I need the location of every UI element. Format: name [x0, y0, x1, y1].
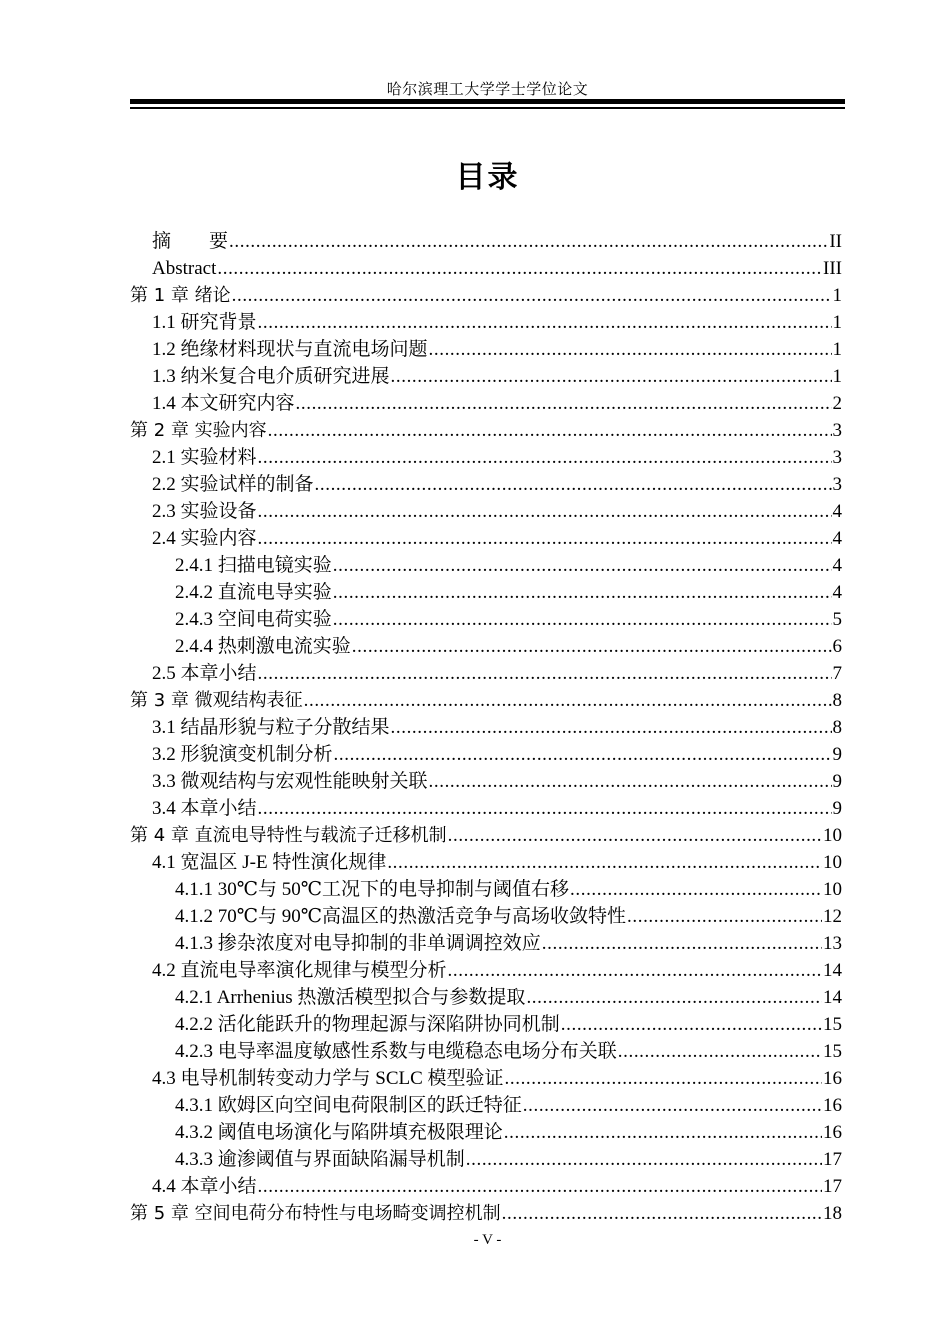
toc-entry[interactable] [130, 849, 842, 876]
toc-entry-page: III [823, 258, 842, 279]
toc-entry-page: 5 [832, 609, 842, 630]
toc-entry[interactable] [130, 741, 842, 768]
toc-entry-label: 4.4 本章小结 [152, 1176, 257, 1197]
toc-entry-label: 4.2.2 活化能跃升的物理起源与深陷阱协同机制 [175, 1014, 560, 1035]
toc-entry[interactable] [130, 1146, 842, 1173]
toc-entry-page: 9 [832, 744, 842, 765]
toc-entry-page: II [829, 231, 842, 252]
toc-leader-dots [268, 417, 832, 444]
toc-entry-page: 13 [823, 933, 842, 954]
toc-entry-page: 3 [832, 420, 842, 441]
toc-entry[interactable] [130, 1011, 842, 1038]
toc-leader-dots [526, 984, 822, 1011]
toc-entry-label: 第 5 章 空间电荷分布特性与电场畸变调控机制 [130, 1203, 501, 1224]
toc-leader-dots [523, 1092, 822, 1119]
toc-entry-page: 3 [832, 474, 842, 495]
toc-entry-page: 10 [823, 879, 842, 900]
toc-entry-label: 2.5 本章小结 [152, 663, 257, 684]
toc-leader-dots [333, 606, 832, 633]
table-of-contents [130, 228, 842, 1227]
toc-leader-dots [448, 957, 822, 984]
toc-entry[interactable] [130, 471, 842, 498]
toc-entry-page: 10 [823, 852, 842, 873]
toc-entry[interactable] [130, 390, 842, 417]
toc-entry-page: 1 [832, 366, 842, 387]
toc-entry-page: 14 [823, 960, 842, 981]
toc-entry[interactable] [130, 1173, 842, 1200]
toc-leader-dots [391, 363, 832, 390]
toc-leader-dots [448, 822, 822, 849]
toc-entry[interactable] [130, 498, 842, 525]
toc-entry-label: 4.3 电导机制转变动力学与 SCLC 模型验证 [152, 1068, 504, 1089]
toc-leader-dots [232, 282, 832, 309]
toc-entry-page: 18 [823, 1203, 842, 1224]
toc-entry-page: 9 [832, 771, 842, 792]
toc-entry-label: 第 1 章 绪论 [130, 285, 231, 306]
toc-leader-dots [315, 471, 832, 498]
toc-leader-dots [561, 1011, 822, 1038]
toc-entry-label: 2.1 实验材料 [152, 447, 257, 468]
toc-entry-label: 4.3.2 阈值电场演化与陷阱填充极限理论 [175, 1122, 503, 1143]
toc-entry-page: 15 [823, 1041, 842, 1062]
toc-leader-dots [352, 633, 832, 660]
toc-leader-dots [627, 903, 822, 930]
toc-entry-label: 4.2 直流电导率演化规律与模型分析 [152, 960, 447, 981]
toc-entry-label: 4.1.1 30℃与 50℃工况下的电导抑制与阈值右移 [175, 879, 570, 900]
toc-entry[interactable] [130, 1065, 842, 1092]
toc-entry[interactable] [130, 363, 842, 390]
toc-entry-page: 4 [832, 528, 842, 549]
toc-entry-page: 16 [823, 1068, 842, 1089]
running-header: 哈尔滨理工大学学士学位论文 [386, 82, 589, 98]
toc-chapter-entry[interactable] [130, 417, 842, 444]
toc-entry-label: 3.1 结晶形貌与粒子分散结果 [152, 717, 390, 738]
toc-leader-dots [217, 255, 822, 282]
toc-entry-page: 2 [832, 393, 842, 414]
toc-leader-dots [333, 579, 832, 606]
toc-entry-label: 4.3.3 逾渗阈值与界面缺陷漏导机制 [175, 1149, 465, 1170]
toc-entry[interactable] [130, 957, 842, 984]
toc-leader-dots [504, 1119, 822, 1146]
toc-entry-label: 1.3 纳米复合电介质研究进展 [152, 366, 390, 387]
toc-entry-page: 1 [832, 312, 842, 333]
toc-entry[interactable] [130, 1092, 842, 1119]
toc-entry-page: 1 [832, 285, 842, 306]
toc-leader-dots [296, 390, 832, 417]
toc-entry-label: 2.4.4 热刺激电流实验 [175, 636, 351, 657]
toc-entry-page: 4 [832, 501, 842, 522]
toc-entry-label: 4.1 宽温区 J-E 特性演化规律 [152, 852, 387, 873]
toc-entry-page: 6 [832, 636, 842, 657]
toc-leader-dots [429, 336, 832, 363]
toc-entry-page: 4 [832, 582, 842, 603]
toc-entry-label: 第 2 章 实验内容 [130, 420, 267, 441]
toc-entry-page: 17 [823, 1149, 842, 1170]
toc-entry-page: 3 [832, 447, 842, 468]
toc-entry-page: 15 [823, 1014, 842, 1035]
toc-entry[interactable] [130, 309, 842, 336]
toc-chapter-entry[interactable] [130, 822, 842, 849]
toc-chapter-entry[interactable] [130, 687, 842, 714]
toc-entry-page: 16 [823, 1095, 842, 1116]
toc-entry[interactable] [130, 336, 842, 363]
toc-leader-dots [333, 552, 832, 579]
toc-entry-label: 4.1.2 70℃与 90℃高温区的热激活竞争与高场收敛特性 [175, 906, 627, 927]
toc-entry[interactable] [130, 984, 842, 1011]
toc-entry-label: 3.2 形貌演变机制分析 [152, 744, 333, 765]
toc-entry-label: 1.1 研究背景 [152, 312, 257, 333]
toc-leader-dots [258, 1173, 822, 1200]
toc-entry[interactable] [130, 606, 842, 633]
toc-entry-page: 9 [832, 798, 842, 819]
toc-leader-dots [304, 687, 832, 714]
toc-entry-page: 16 [823, 1122, 842, 1143]
toc-entry-label: 3.4 本章小结 [152, 798, 257, 819]
toc-entry-label: 第 3 章 微观结构表征 [130, 690, 303, 711]
toc-entry-label: 2.3 实验设备 [152, 501, 257, 522]
toc-entry-page: 10 [823, 825, 842, 846]
toc-entry-label: 4.1.3 掺杂浓度对电导抑制的非单调调控效应 [175, 933, 541, 954]
toc-entry[interactable] [130, 444, 842, 471]
toc-entry-label: 2.4.1 扫描电镜实验 [175, 555, 332, 576]
toc-leader-dots [542, 930, 822, 957]
toc-leader-dots [258, 498, 832, 525]
toc-entry-page: 12 [823, 906, 842, 927]
header-rule-thick [130, 99, 845, 104]
toc-entry[interactable] [130, 930, 842, 957]
toc-leader-dots [387, 849, 822, 876]
toc-entry-label: 摘 要 [152, 231, 229, 252]
toc-entry-label: 2.4.3 空间电荷实验 [175, 609, 332, 630]
toc-leader-dots [505, 1065, 822, 1092]
toc-entry-label: 2.4 实验内容 [152, 528, 257, 549]
toc-leader-dots [258, 525, 832, 552]
toc-entry[interactable] [130, 1038, 842, 1065]
toc-entry[interactable] [130, 579, 842, 606]
toc-leader-dots [466, 1146, 822, 1173]
toc-leader-dots [258, 309, 832, 336]
toc-leader-dots [618, 1038, 822, 1065]
toc-entry[interactable] [130, 660, 842, 687]
toc-entry-page: 8 [832, 717, 842, 738]
toc-entry[interactable] [130, 768, 842, 795]
toc-leader-dots [429, 768, 832, 795]
toc-leader-dots [258, 795, 832, 822]
toc-entry[interactable] [130, 876, 842, 903]
toc-entry[interactable] [130, 525, 842, 552]
toc-entry-label: 2.4.2 直流电导实验 [175, 582, 332, 603]
toc-leader-dots [229, 228, 828, 255]
toc-entry-label: 1.2 绝缘材料现状与直流电场问题 [152, 339, 428, 360]
toc-entry[interactable] [130, 795, 842, 822]
toc-entry-label: 3.3 微观结构与宏观性能映射关联 [152, 771, 428, 792]
toc-entry[interactable] [130, 714, 842, 741]
toc-entry-page: 17 [823, 1176, 842, 1197]
toc-chapter-entry[interactable] [130, 282, 842, 309]
page-title: 目录 [455, 160, 520, 195]
toc-leader-dots [258, 444, 832, 471]
toc-entry[interactable] [130, 552, 842, 579]
toc-entry-page: 1 [832, 339, 842, 360]
toc-entry[interactable] [130, 255, 842, 282]
page-number: - V - [473, 1232, 502, 1248]
toc-entry-label: 4.3.1 欧姆区向空间电荷限制区的跃迁特征 [175, 1095, 522, 1116]
toc-entry[interactable] [130, 1119, 842, 1146]
toc-entry-label: 4.2.1 Arrhenius 热激活模型拟合与参数提取 [175, 987, 526, 1008]
toc-entry-label: 第 4 章 直流电导特性与载流子迁移机制 [130, 825, 447, 846]
toc-entry-page: 4 [832, 555, 842, 576]
toc-entry-label: 4.2.3 电导率温度敏感性系数与电缆稳态电场分布关联 [175, 1041, 617, 1062]
toc-entry-label: 1.4 本文研究内容 [152, 393, 295, 414]
toc-chapter-entry[interactable] [130, 1200, 842, 1227]
toc-entry[interactable] [130, 903, 842, 930]
header-rule-thin [130, 107, 845, 109]
toc-entry-page: 7 [832, 663, 842, 684]
toc-leader-dots [502, 1200, 822, 1227]
toc-entry-label: 2.2 实验试样的制备 [152, 474, 314, 495]
toc-entry-page: 8 [832, 690, 842, 711]
toc-leader-dots [570, 876, 822, 903]
toc-leader-dots [391, 714, 832, 741]
toc-entry[interactable] [130, 633, 842, 660]
toc-entry-label: Abstract [152, 258, 217, 279]
toc-leader-dots [334, 741, 832, 768]
toc-leader-dots [258, 660, 832, 687]
toc-entry-page: 14 [823, 987, 842, 1008]
toc-entry[interactable] [130, 228, 842, 255]
